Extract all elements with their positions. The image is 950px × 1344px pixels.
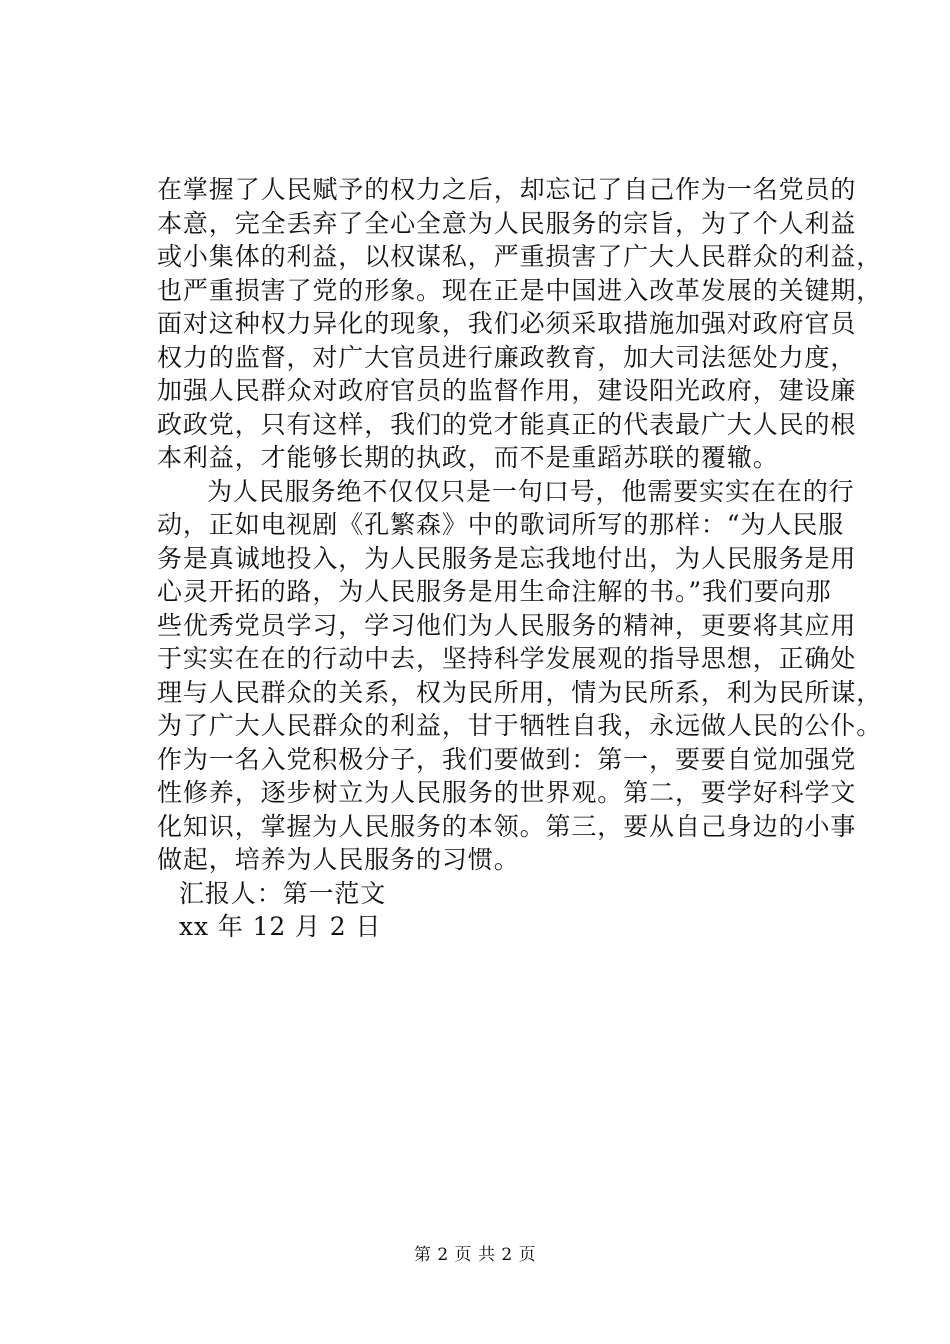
body-line: 于实实在在的行动中去，坚持科学发展观的指导思想，正确处 (157, 644, 857, 673)
body-line: 本利益，才能够长期的执政，而不是重蹈苏联的覆辙。 (157, 443, 779, 472)
paragraph-start-line: 为人民服务绝不仅仅只是一句口号，他需要实实在在的行 (207, 476, 855, 506)
body-line: 些优秀党员学习，学习他们为人民服务的精神，更要将其应用 (157, 610, 857, 640)
body-line: 性修养，逐步树立为人民服务的世界观。第二，要学好科学文 (157, 778, 857, 807)
signature-date: xx 年 12 月 2 日 (179, 912, 382, 941)
body-line: 政政党，只有这样，我们的党才能真正的代表最广大人民的根 (157, 409, 857, 439)
document-body (157, 173, 883, 944)
body-line: 动，正如电视剧《孔繁森》中的歌词所写的那样：“为人民服 (157, 510, 845, 539)
page-number-footer: 第 2 页 共 2 页 (413, 1245, 537, 1265)
body-line: 本意，完全丢弃了全心全意为人民服务的宗旨，为了个人利益 (157, 208, 857, 238)
body-line: 也严重损害了党的形象。现在正是中国进入改革发展的关键期， (157, 275, 883, 305)
body-line: 或小集体的利益，以权谋私，严重损害了广大人民群众的利益， (157, 242, 883, 271)
body-line: 务是真诚地投入，为人民服务是忘我地付出，为人民服务是用 (157, 543, 857, 573)
body-line: 在掌握了人民赋予的权力之后，却忘记了自己作为一名党员的 (157, 175, 857, 204)
body-line: 权力的监督，对广大官员进行廉政教育，加大司法惩处力度， (157, 342, 857, 372)
body-line: 化知识，掌握为人民服务的本领。第三，要从自己身边的小事 (157, 811, 857, 841)
signature-reporter: 汇报人：第一范文 (179, 878, 387, 908)
body-line: 面对这种权力异化的现象，我们必须采取措施加强对政府官员 (157, 309, 857, 338)
body-line: 加强人民群众对政府官员的监督作用，建设阳光政府，建设廉 (157, 376, 857, 405)
body-line: 作为一名入党积极分子，我们要做到：第一，要要自觉加强党 (157, 744, 857, 774)
body-line: 心灵开拓的路，为人民服务是用生命注解的书。”我们要向那 (157, 577, 832, 606)
body-line: 做起，培养为人民服务的习惯。 (157, 845, 520, 874)
body-line: 为了广大人民群众的利益，甘于牺牲自我，永远做人民的公仆。 (157, 711, 883, 740)
body-line: 理与人民群众的关系，权为民所用，情为民所系，利为民所谋， (157, 677, 883, 707)
